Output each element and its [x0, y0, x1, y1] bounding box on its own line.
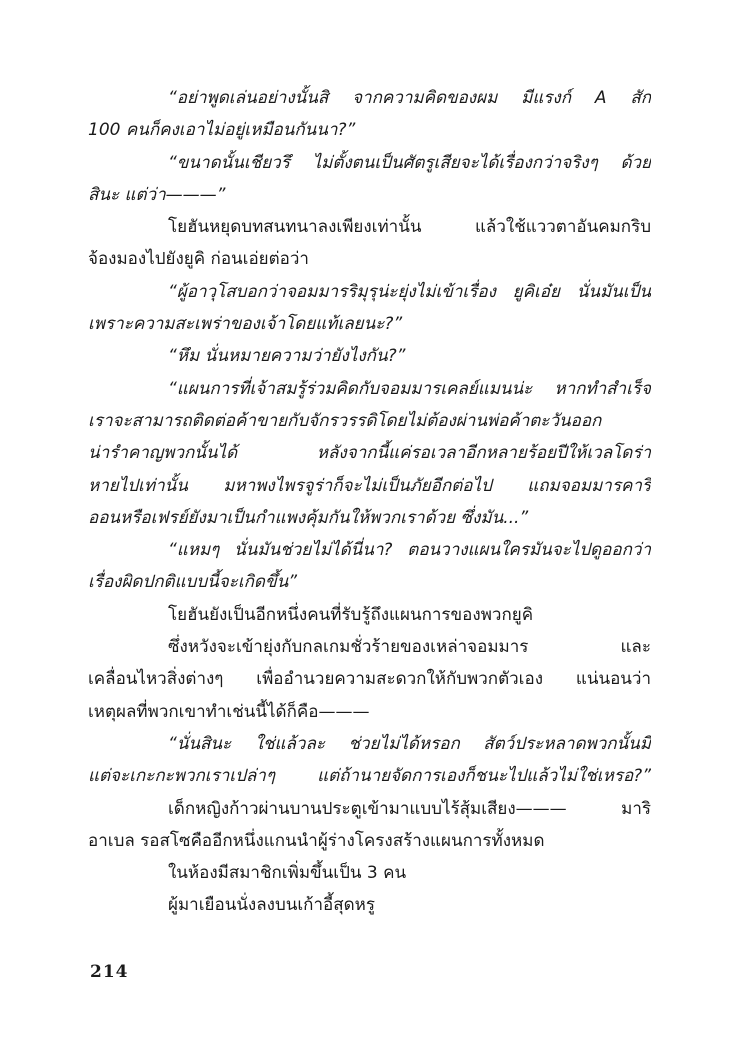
narration-line: อาเบล รอสโซคืออีกหนึ่งแกนนำผู้ร่างโครงสร้างแผนการทั้งหมด: [88, 830, 545, 851]
dialogue-line: แต่จะเกะกะพวกเราเปล่าๆ แต่ถ้านายจัดการเองก็ชนะไปแล้วไม่ใช่เหรอ?”: [88, 766, 651, 787]
dialogue-line: 100 คนก็คงเอาไม่อยู่เหมือนกันนา?”: [88, 120, 356, 141]
dialogue-line: “แหมๆ นั่นมันช่วยไม่ได้นี่นา? ตอนวางแผนใครมันจะไปดูออกว่า: [168, 540, 651, 561]
narration-line: ซึ่งหวังจะเข้ายุ่งกับกลเกมชั่วร้ายของเหล่าจอมมาร และ: [168, 637, 651, 658]
narration-line: โยฮันยังเป็นอีกหนึ่งคนที่รับรู้ถึงแผนการของพวกยูคิ: [168, 604, 534, 625]
narration-line: จ้องมองไปยังยูคิ ก่อนเอ่ยต่อว่า: [88, 249, 309, 270]
dialogue-line: หายไปเท่านั้น มหาพงไพรจูร่าก็จะไม่เป็นภัยอีกต่อไป แถมจอมมารคาริ: [88, 475, 651, 496]
dialogue-line: “ขนาดนั้นเชียวรึ ไม่ตั้งตนเป็นศัตรูเสียจะได้เรื่องกว่าจริงๆ ด้วย: [168, 152, 651, 173]
dialogue-line: “นั่นสินะ ใช่แล้วละ ช่วยไม่ได้หรอก สัตว์ประหลาดพวกนั้นมี: [168, 733, 651, 754]
dialogue-line: เราจะสามารถติดต่อค้าขายกับจักรวรรดิโดยไม่ต้องผ่านพ่อค้าตะวันออก: [88, 410, 602, 431]
dialogue-line: น่ารำคาญพวกนั้นได้ หลังจากนี้แค่รอเวลาอีกหลายร้อยปีให้เวลโดร่า: [88, 443, 651, 464]
dialogue-line: “หึม นั่นหมายความว่ายังไงกัน?”: [168, 346, 406, 367]
dialogue-line: เพราะความสะเพร่าของเจ้าโดยแท้เลยนะ?”: [88, 314, 403, 335]
narration-line: เคลื่อนไหวสิ่งต่างๆ เพื่ออำนวยความสะดวกให้กับพวกตัวเอง แน่นอนว่า: [88, 669, 651, 690]
page-number: 214: [90, 962, 129, 982]
narration-line: ผู้มาเยือนนั่งลงบนเก้าอี้สุดหรู: [168, 895, 375, 916]
narration-line: ในห้องมีสมาชิกเพิ่มขึ้นเป็น 3 คน: [168, 863, 407, 884]
dialogue-line: “อย่าพูดเล่นอย่างนั้นสิ จากความคิดของผม มีแรงก์ A สัก: [168, 88, 651, 108]
narration-line: เด็กหญิงก้าวผ่านบานประตูเข้ามาแบบไร้สุ้มเสียง——— มาริ: [168, 798, 651, 819]
narration-line: โยฮันหยุดบทสนทนาลงเพียงเท่านั้น แล้วใช้แววตาอันคมกริบ: [168, 217, 651, 238]
dialogue-line: “แผนการที่เจ้าสมรู้ร่วมคิดกับจอมมารเคลย์แมนน่ะ หากทำสำเร็จ: [168, 378, 651, 399]
dialogue-line: ออนหรือเฟรย์ยังมาเป็นกำแพงคุ้มกันให้พวกเราด้วย ซึ่งมัน...”: [88, 507, 529, 528]
narration-line: เหตุผลที่พวกเขาทำเช่นนี้ได้ก็คือ———: [88, 701, 370, 722]
body-text: [88, 82, 651, 922]
dialogue-line: เรื่องผิดปกติแบบนี้จะเกิดขึ้น”: [88, 572, 298, 593]
dialogue-line: “ผู้อาวุโสบอกว่าจอมมารริมุรุน่ะยุ่งไม่เข้าเรื่อง ยูคิเอ๋ย นั่นมันเป็น: [168, 281, 651, 302]
dialogue-line: สินะ แต่ว่า———”: [88, 184, 226, 205]
